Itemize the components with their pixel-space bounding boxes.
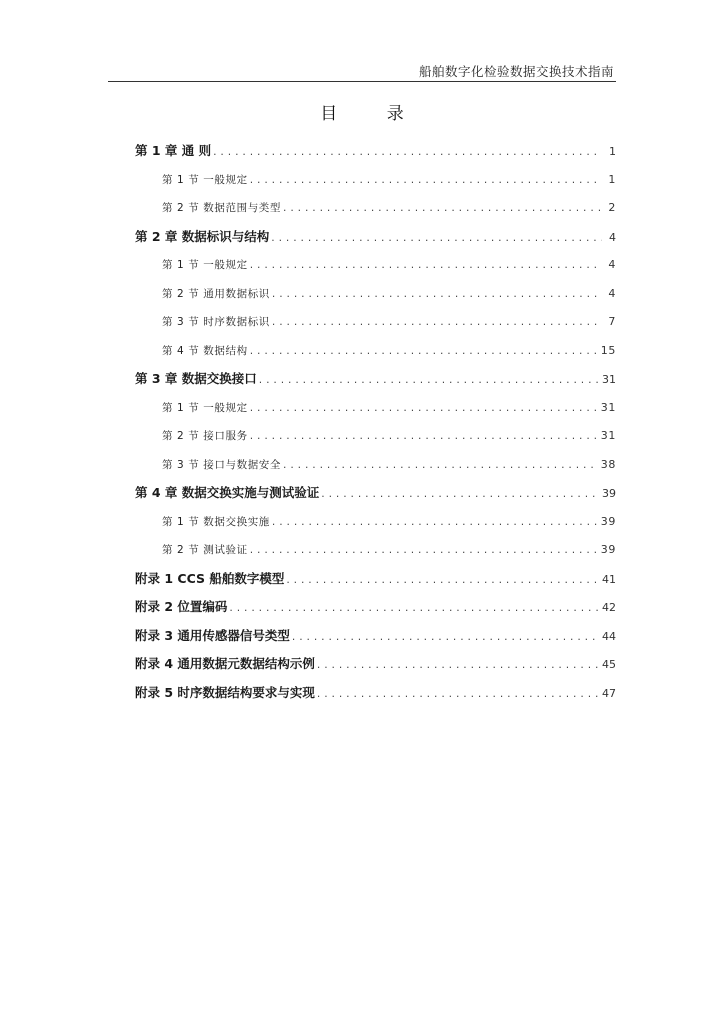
toc-entry-page: 47: [602, 686, 616, 700]
toc-entry-page: 44: [602, 629, 616, 643]
toc-leader-dots: [249, 541, 597, 561]
toc-entry-section-1-2[interactable]: [135, 198, 616, 218]
toc-leader-dots: [316, 685, 598, 705]
toc-entry-label: 第 1 节 一般规定: [162, 259, 248, 271]
toc-entry-appendix-1[interactable]: [135, 569, 616, 589]
toc-entry-section-2-1[interactable]: [135, 255, 616, 275]
toc-leader-dots: [285, 571, 598, 591]
toc-leader-dots: [228, 599, 598, 619]
toc-leader-dots: [316, 656, 598, 676]
toc-entry-label: 第 4 节 数据结构: [162, 344, 248, 357]
toc-entry-page: 38: [600, 457, 616, 471]
toc-entry-label: 第 2 节 通用数据标识: [162, 287, 270, 300]
toc-entry-appendix-4[interactable]: [135, 654, 616, 674]
toc-entry-page: 31: [600, 429, 616, 442]
toc-leader-dots: [270, 229, 602, 249]
toc-entry-appendix-2[interactable]: [135, 597, 616, 617]
toc-entry-section-3-1[interactable]: [135, 398, 616, 418]
toc-entry-chapter-4[interactable]: [135, 483, 616, 503]
toc-entry-page: 31: [600, 400, 616, 414]
toc-entry-label: 第 4 章 数据交换实施与测试验证: [135, 485, 320, 500]
toc-entry-section-2-3[interactable]: [135, 312, 616, 332]
toc-entry-chapter-3[interactable]: [135, 369, 616, 389]
toc-entry-appendix-3[interactable]: [135, 626, 616, 646]
toc-leader-dots: [282, 199, 602, 219]
toc-entry-label: 附录 2 位置编码: [135, 599, 228, 614]
toc-entry-page: 15: [600, 343, 616, 357]
toc-entry-label: 第 2 节 测试验证: [162, 544, 248, 556]
toc-entry-label: 第 1 节 一般规定: [162, 173, 248, 186]
toc-leader-dots: [212, 143, 602, 163]
toc-entry-page: 4: [609, 230, 616, 244]
toc-entry-label: 附录 4 通用数据元数据结构示例: [135, 656, 315, 671]
header-divider: [108, 81, 616, 82]
toc-title: 目 录: [320, 104, 426, 124]
toc-leader-dots: [249, 342, 597, 362]
toc-entry-page: 1: [608, 172, 616, 186]
toc-leader-dots: [271, 513, 597, 533]
toc-entry-label: 第 2 节 接口服务: [162, 430, 248, 442]
toc-entry-label: 第 1 章 通 则: [135, 143, 212, 158]
toc-leader-dots: [271, 285, 602, 305]
toc-entry-section-2-4[interactable]: [135, 341, 616, 361]
toc-entry-page: 31: [602, 373, 616, 386]
toc-entry-section-3-2[interactable]: [135, 426, 616, 446]
toc-entry-section-2-2[interactable]: [135, 284, 616, 304]
toc-entry-section-4-2[interactable]: [135, 540, 616, 560]
toc-entry-label: 第 1 节 一般规定: [162, 401, 248, 414]
toc-entry-chapter-2[interactable]: [135, 227, 616, 247]
toc-leader-dots: [249, 256, 602, 276]
toc-entry-label: 第 3 节 时序数据标识: [162, 316, 270, 328]
toc-leader-dots: [249, 399, 597, 419]
toc-entry-label: 附录 1 CCS 船舶数字模型: [135, 570, 285, 586]
toc-entry-label: 附录 5 时序数据结构要求与实现: [135, 684, 315, 700]
toc-entry-page: 7: [608, 315, 616, 328]
toc-entry-page: 4: [608, 286, 616, 300]
toc-leader-dots: [249, 171, 602, 191]
toc-entry-chapter-1[interactable]: [135, 141, 616, 161]
toc-entry-section-3-3[interactable]: [135, 455, 616, 475]
toc-leader-dots: [320, 485, 598, 505]
toc-entry-page: 41: [602, 572, 616, 586]
toc-entry-label: 附录 3 通用传感器信号类型: [135, 627, 290, 643]
toc-entry-section-1-1[interactable]: [135, 170, 616, 190]
toc-entry-page: 2: [608, 201, 616, 214]
toc-entry-page: 39: [600, 543, 616, 556]
toc-entry-page: 45: [602, 658, 616, 671]
toc-entry-page: 39: [600, 514, 616, 528]
toc-entry-page: 4: [608, 258, 616, 271]
toc-entry-page: 1: [609, 145, 616, 158]
toc-entry-label: 第 3 章 数据交换接口: [135, 371, 257, 386]
toc-entry-label: 第 3 节 接口与数据安全: [162, 458, 281, 471]
toc-entry-page: 39: [602, 487, 616, 500]
toc-leader-dots: [258, 371, 598, 391]
toc-entry-label: 第 2 章 数据标识与结构: [135, 228, 270, 244]
running-header-title: 船舶数字化检验数据交换技术指南: [418, 64, 614, 79]
toc-leader-dots: [271, 313, 602, 333]
toc-entry-section-4-1[interactable]: [135, 512, 616, 532]
toc-leader-dots: [249, 427, 597, 447]
toc-entry-label: 第 1 节 数据交换实施: [162, 515, 270, 528]
toc-leader-dots: [282, 456, 597, 476]
toc-entry-appendix-5[interactable]: [135, 683, 616, 703]
toc-entry-label: 第 2 节 数据范围与类型: [162, 202, 281, 214]
toc-entry-page: 42: [602, 601, 616, 614]
toc-leader-dots: [291, 628, 598, 648]
